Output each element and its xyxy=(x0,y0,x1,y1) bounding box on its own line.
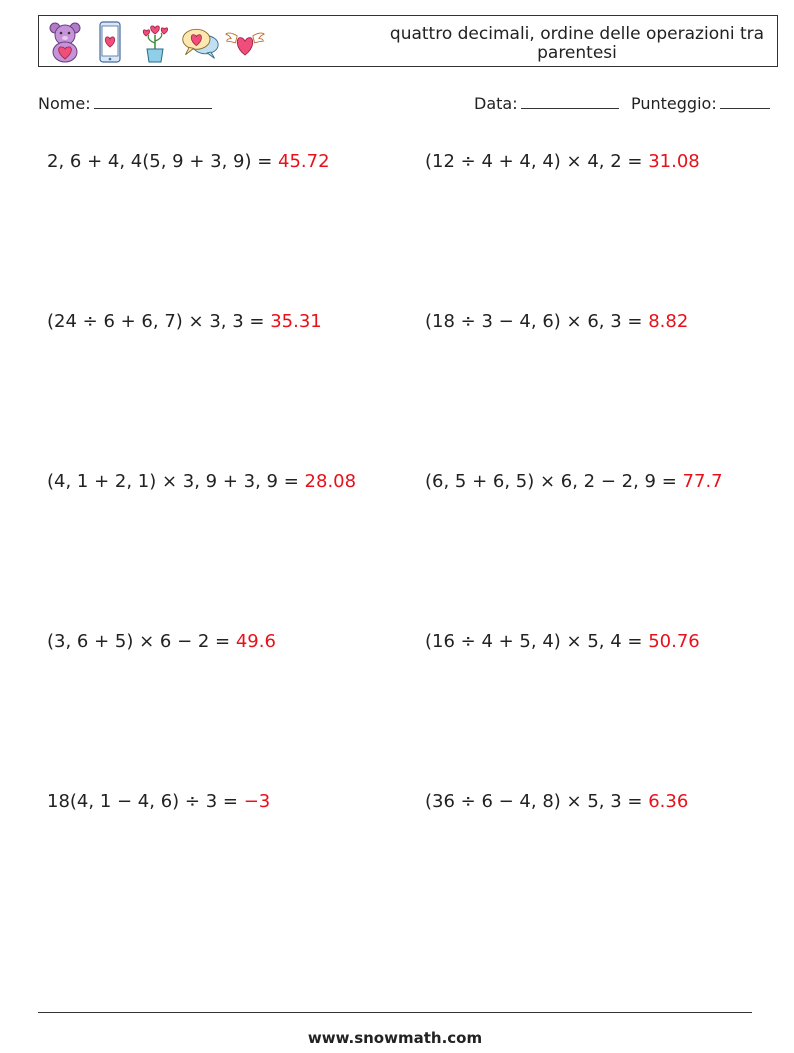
speech-bubbles-icon xyxy=(180,21,220,63)
footer-divider xyxy=(38,1012,752,1013)
problem-answer: 35.31 xyxy=(270,311,322,332)
date-line[interactable] xyxy=(521,92,619,109)
problem-10 xyxy=(425,791,688,812)
name-label: Nome: xyxy=(38,94,91,113)
icon-strip xyxy=(45,20,270,64)
problem-expression: (6, 5 + 6, 5) × 6, 2 − 2, 9 = xyxy=(425,471,683,492)
problem-answer: 50.76 xyxy=(648,631,700,652)
info-row xyxy=(38,92,771,116)
date-label: Data: xyxy=(474,94,518,113)
phone-heart-icon xyxy=(90,21,130,63)
problem-answer: 28.08 xyxy=(304,471,357,492)
problem-expression: 18(4, 1 − 4, 6) ÷ 3 = xyxy=(47,791,244,812)
problem-expression: 2, 6 + 4, 4(5, 9 + 3, 9) = xyxy=(47,151,279,172)
problem-answer: 49.6 xyxy=(235,631,276,652)
problem-expression: (12 ÷ 4 + 4, 4) × 4, 2 = xyxy=(425,151,649,172)
problem-answer: 6.36 xyxy=(648,791,689,812)
problem-5 xyxy=(47,471,356,492)
problem-expression: (3, 6 + 5) × 6 − 2 = xyxy=(47,631,236,652)
problem-answer: 77.7 xyxy=(682,471,723,492)
footer-website[interactable]: www.snowmath.com xyxy=(307,1029,483,1047)
problem-4 xyxy=(425,311,688,332)
problem-1 xyxy=(47,151,330,172)
date-field xyxy=(474,92,619,113)
winged-heart-icon xyxy=(225,21,265,63)
problem-answer: 45.72 xyxy=(278,151,330,172)
problem-3 xyxy=(47,311,322,332)
name-field xyxy=(38,92,212,113)
problem-6 xyxy=(425,471,723,492)
problem-expression: (4, 1 + 2, 1) × 3, 9 + 3, 9 = xyxy=(47,471,305,492)
heart-plant-icon xyxy=(135,21,175,63)
problem-2 xyxy=(425,151,700,172)
worksheet-title: quattro decimali, ordine delle operazioni tra parentesi xyxy=(389,24,765,63)
problem-answer: 8.82 xyxy=(648,311,689,332)
problem-8 xyxy=(425,631,700,652)
problem-expression: (24 ÷ 6 + 6, 7) × 3, 3 = xyxy=(47,311,271,332)
teddy-bear-icon xyxy=(45,21,85,63)
problem-7 xyxy=(47,631,276,652)
score-label: Punteggio: xyxy=(631,94,717,113)
name-line[interactable] xyxy=(94,92,212,109)
problem-answer: −3 xyxy=(243,791,271,812)
header-box xyxy=(38,15,778,67)
problem-expression: (18 ÷ 3 − 4, 6) × 6, 3 = xyxy=(425,311,649,332)
problem-expression: (16 ÷ 4 + 5, 4) × 5, 4 = xyxy=(425,631,649,652)
problem-9 xyxy=(47,791,270,812)
score-line[interactable] xyxy=(720,92,770,109)
problem-answer: 31.08 xyxy=(648,151,700,172)
problem-expression: (36 ÷ 6 − 4, 8) × 5, 3 = xyxy=(425,791,649,812)
score-field xyxy=(631,92,770,113)
